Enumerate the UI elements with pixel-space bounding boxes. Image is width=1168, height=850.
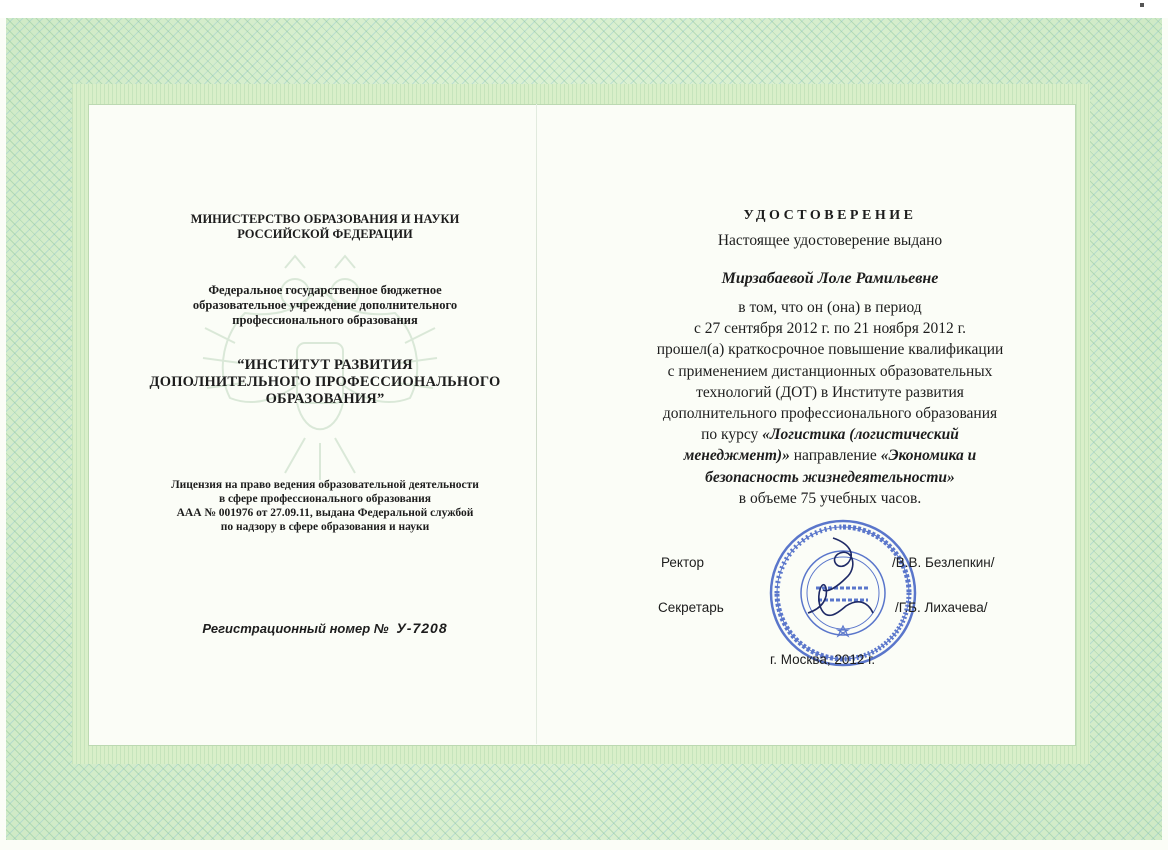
body-line: дополнительного профессионального образования: [662, 405, 998, 423]
body-line: с применением дистанционных образовательных: [667, 362, 993, 380]
hours-line: в объеме 75 учебных часов.: [738, 489, 922, 507]
recipient-name: Мирзабаевой Лоле Рамильевне: [721, 270, 939, 287]
body-line: прошел(а) краткосрочное повышение квалификации: [656, 341, 1004, 359]
body-line: в том, что он (она) в период: [738, 299, 922, 316]
license-info: [130, 478, 520, 534]
institution-type-line: профессионального образования: [232, 313, 418, 327]
issued-line: Настоящее удостоверение выдано: [717, 232, 943, 249]
license-line: ААА № 001976 от 27.09.11, выдана Федеральной службой: [176, 507, 474, 519]
rector-name: /В.В. Безлепкин/: [892, 555, 995, 570]
registration-label: Регистрационный номер №: [202, 621, 389, 636]
official-seal-stamp: [768, 518, 918, 668]
course-title-cont: менеджмент)»: [683, 447, 790, 465]
institution-type-line: Федеральное государственное бюджетное: [208, 283, 442, 297]
institute-name: [130, 357, 520, 408]
registration-value: У-7208: [396, 620, 448, 636]
institute-name-line: ОБРАЗОВАНИЯ”: [265, 391, 385, 407]
course-prefix: по курсу: [701, 426, 763, 444]
direction-label: направление: [789, 447, 881, 465]
certificate-title: УДОСТОВЕРЕНИЕ: [743, 208, 917, 223]
body-line: с 27 сентября 2012 г. по 21 ноября 2012 г.: [693, 320, 967, 338]
secretary-name: /Г.Б. Лихачева/: [895, 600, 988, 615]
license-line: в сфере профессионального образования: [218, 493, 432, 505]
city-year: г. Москва, 2012 г.: [770, 652, 876, 667]
body-line: технологий (ДОТ) в Институте развития: [696, 383, 964, 401]
institute-name-line: “ИНСТИТУТ РАЗВИТИЯ: [237, 357, 413, 373]
license-line: по надзору в сфере образования и науки: [220, 521, 430, 533]
direction-line: безопасность жизнедеятельности»: [705, 468, 955, 486]
institute-name-line: ДОПОЛНИТЕЛЬНОГО ПРОФЕССИОНАЛЬНОГО: [149, 374, 501, 390]
institution-type: [130, 283, 520, 328]
license-line: Лицензия на право ведения образовательной деятельности: [171, 479, 479, 491]
ministry-heading: [130, 212, 520, 242]
course-line: [600, 445, 1060, 466]
ministry-line: РОССИЙСКОЙ ФЕДЕРАЦИИ: [237, 227, 413, 241]
rector-label: Ректор: [661, 555, 705, 570]
course-title: «Логистика (логистический: [762, 426, 959, 444]
registration-number: [150, 620, 500, 636]
center-fold: [536, 104, 537, 744]
institution-type-line: образовательное учреждение дополнительного: [192, 298, 458, 312]
certificate-body: [600, 297, 1060, 509]
ministry-line: МИНИСТЕРСТВО ОБРАЗОВАНИЯ И НАУКИ: [190, 212, 460, 226]
scan-edge: [0, 0, 1168, 18]
course-line: [600, 424, 1060, 445]
direction-title: «Экономика и: [880, 447, 977, 465]
scan-mark: [1140, 3, 1144, 7]
secretary-label: Секретарь: [658, 600, 724, 615]
